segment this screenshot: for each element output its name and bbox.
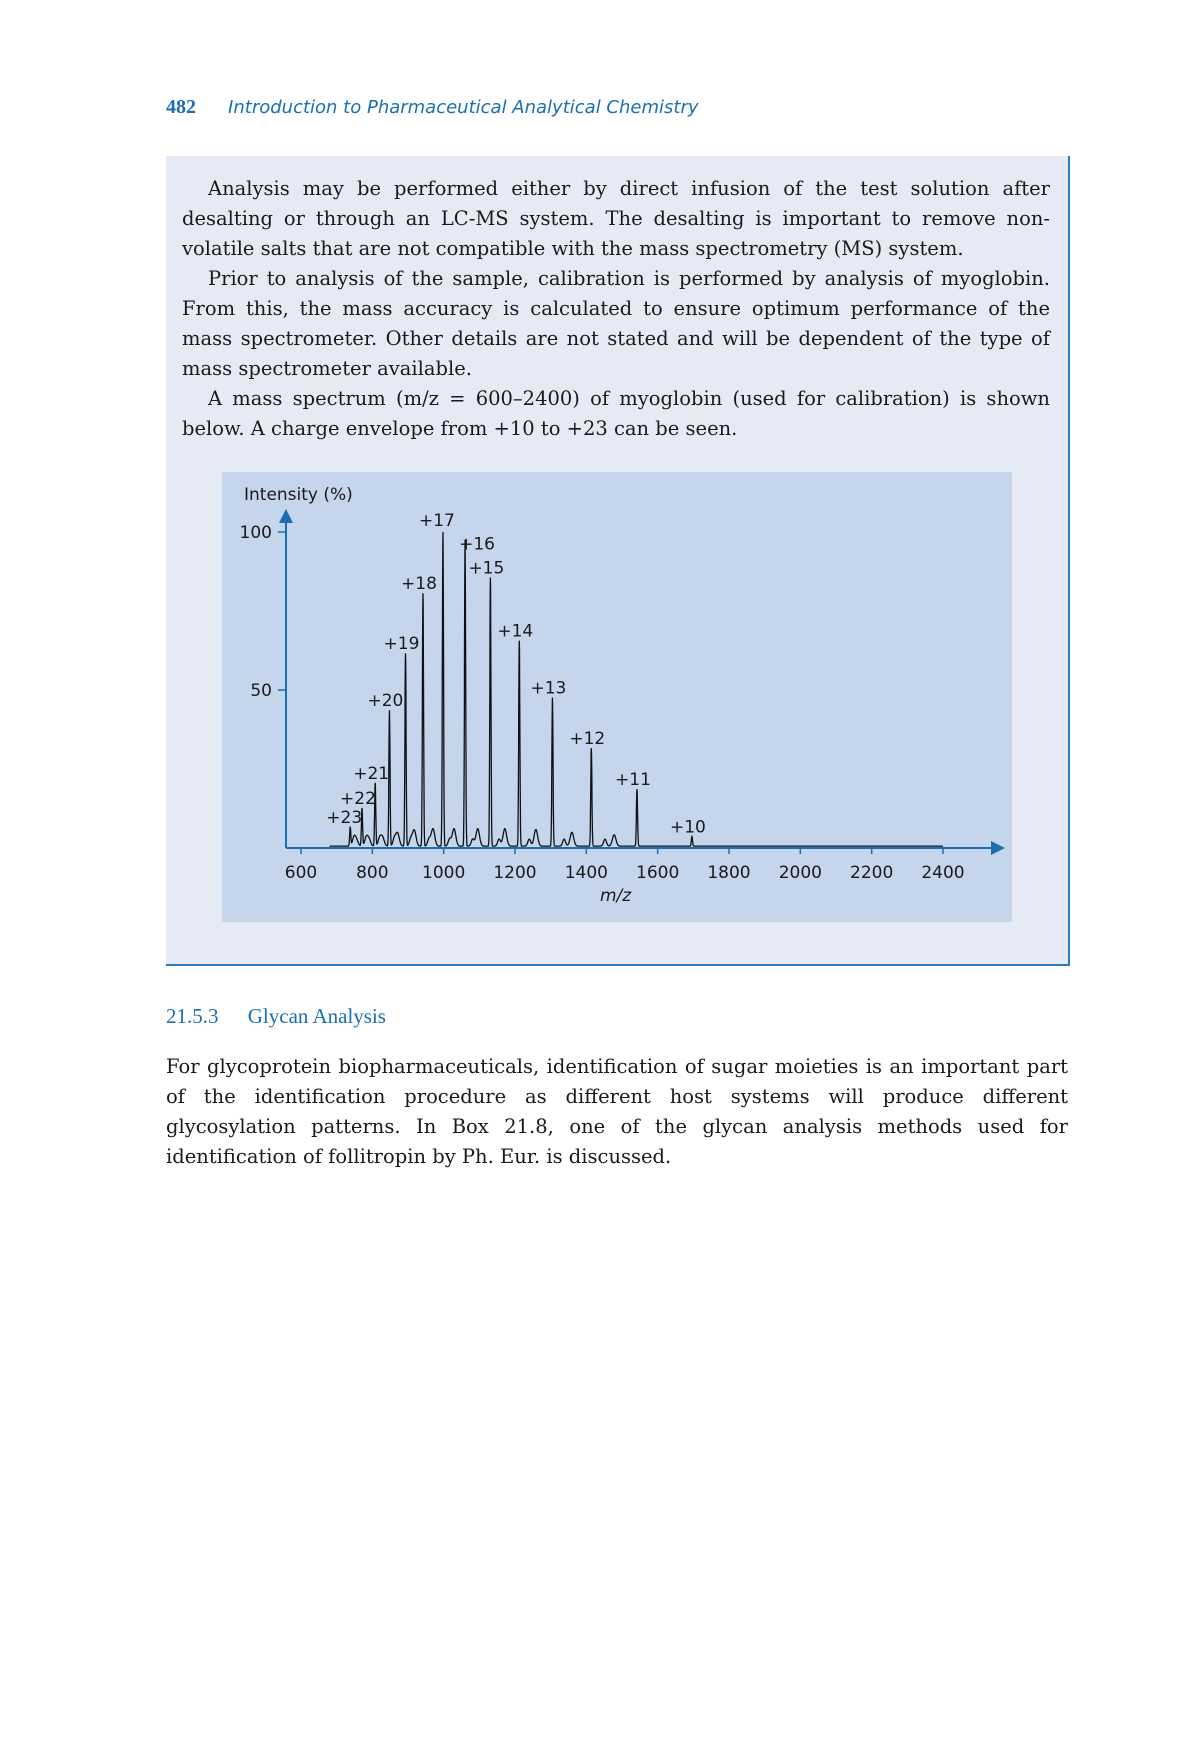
x-tick-label: 2200 [850,863,894,883]
x-tick-label: 1200 [493,863,537,883]
x-tick-label: 1000 [422,863,466,883]
running-head [166,96,699,119]
body-text [166,1052,1068,1172]
x-tick-label: 2400 [921,863,965,883]
box-paragraph-3: A mass spectrum (m/z = 600–2400) of myoglobin (used for calibration) is shown below. A charge envelope from +10 to +23 can be seen. [182,387,1050,440]
box-paragraph-2: Prior to analysis of the sample, calibration is performed by analysis of myoglobin. From this, the mass accuracy is calculated to ensure optimum performance of the mass spectrometer. Other details are not stated and will be dependent of the type of mass spectrometer available. [182,267,1050,380]
peak-label: +15 [468,558,505,579]
peak-label: +11 [615,770,651,791]
x-tick-label: 600 [284,863,318,883]
section-title: Glycan Analysis [247,1004,386,1028]
x-axis-label: m/z [600,886,632,906]
peak-label: +21 [353,763,390,784]
peak-label: +13 [530,678,567,699]
peak-label: +22 [340,789,376,810]
x-tick-label: 1800 [707,863,751,883]
peak-label: +14 [497,621,534,642]
section-heading [166,1004,386,1029]
peak-label: +12 [569,729,606,750]
text-box [166,156,1070,966]
x-tick-label: 1600 [636,863,680,883]
x-tick-label: 800 [356,863,389,883]
y-tick-label: 50 [250,681,272,701]
peak-label: +16 [459,534,496,555]
y-axis-label: Intensity (%) [244,485,353,505]
peak-label: +19 [383,634,420,655]
running-title: Introduction to Pharmaceutical Analytical Chemistry [228,97,699,118]
peak-label: +10 [669,817,706,838]
section-number: 21.5.3 [166,1004,219,1028]
peak-label: +17 [419,511,455,531]
x-tick-label: 1400 [564,863,608,883]
peak-label: +18 [401,574,437,595]
y-tick-label: 100 [239,523,272,543]
peak-label: +23 [326,808,363,829]
mass-spectrum-figure [222,472,1012,922]
x-tick-label: 2000 [778,863,822,883]
box-paragraph-1: Analysis may be performed either by direct infusion of the test solution after desalting or through an LC-MS system. The desalting is important to remove non-volatile salts that are not compatible with the mass spectrometry (MS) system. [182,177,1050,260]
peak-label: +20 [367,691,404,712]
body-paragraph: For glycoprotein biopharmaceuticals, identification of sugar moieties is an important part of the identification procedure as different host systems will produce different glycosylation patterns. In Box 21.8, one of the glycan analysis methods used for identification of follitropin by Ph. Eur. is discussed. [166,1055,1068,1168]
mass-spectrum-chart [222,472,1012,922]
box-text [182,174,1050,444]
page-number: 482 [166,96,196,118]
